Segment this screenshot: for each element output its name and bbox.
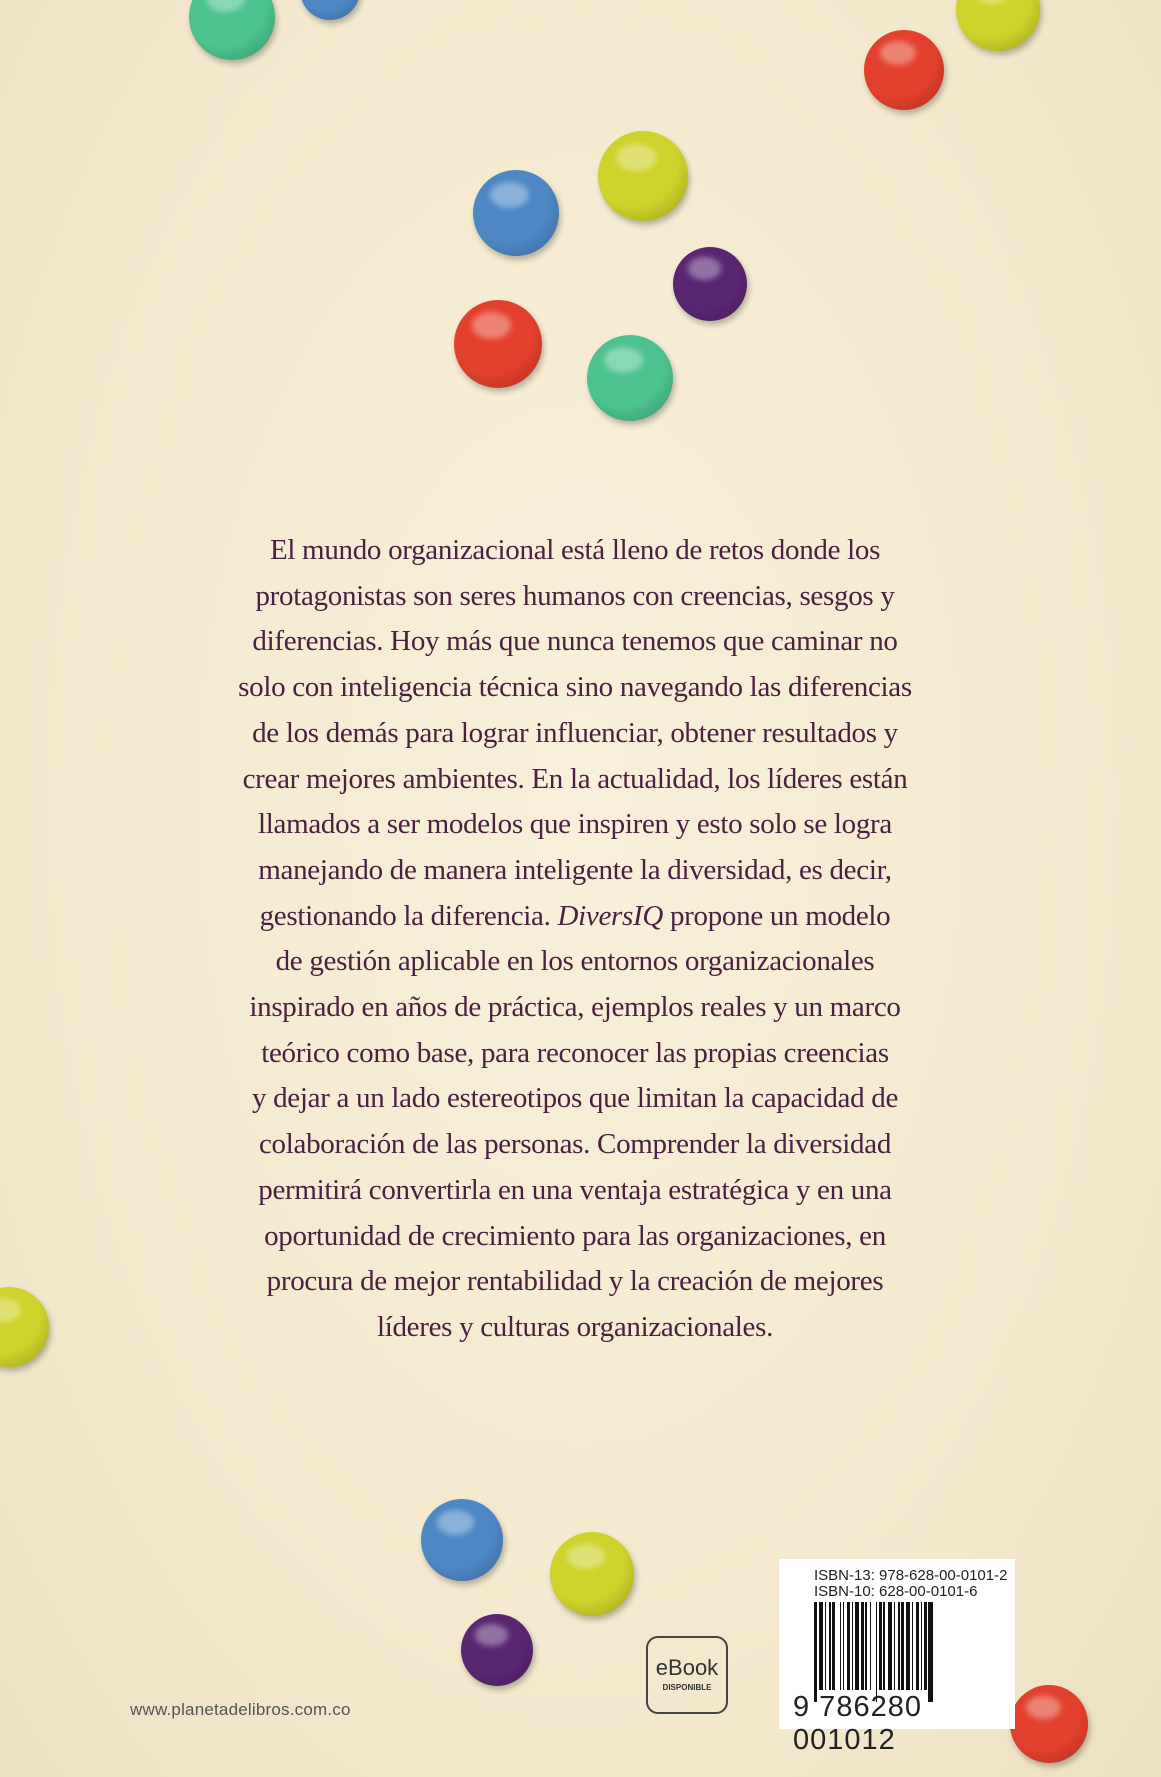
blurb-line: manejando de manera inteligente la diversidad, es decir, (258, 853, 892, 886)
blue-candy (473, 170, 559, 256)
blurb-line: inspirado en años de práctica, ejemplos reales y un marco (249, 991, 901, 1024)
blue-candy (300, 0, 360, 20)
barcode-bar (928, 1602, 933, 1702)
ebook-label: eBook (655, 1655, 719, 1680)
red-candy (454, 300, 542, 388)
blurb-text: propone un modelo (669, 899, 891, 932)
blurb-line: solo con inteligencia técnica sino navegando las diferencias (238, 671, 912, 704)
back-cover-blurb (140, 528, 1010, 1351)
barcode-digits: 9 786280 001012 (793, 1691, 922, 1756)
blurb-line: colaboración de las personas. Comprender la diversidad (258, 1128, 892, 1161)
red-candy (864, 30, 944, 110)
blue-candy (421, 1499, 503, 1581)
blurb-line (140, 894, 1010, 940)
blurb-line: teórico como base, para reconocer las propias creencias (261, 1036, 889, 1069)
blurb-line: llamados a ser modelos que inspiren y esto solo se logra (258, 808, 892, 841)
yellow-candy (550, 1532, 634, 1616)
blurb-line: diferencias. Hoy más que nunca tenemos que caminar no (252, 625, 898, 658)
blurb-line: El mundo organizacional está lleno de retos donde los (269, 534, 881, 566)
ebook-available-label: DISPONIBLE (662, 1683, 712, 1692)
blurb-line: procura de mejor rentabilidad y la creación de mejores (266, 1265, 884, 1298)
yellow-candy (598, 131, 688, 221)
blurb-line: protagonistas son seres humanos con creencias, sesgos y (255, 579, 895, 612)
publisher-url[interactable]: www.planetadelibros.com.co (130, 1700, 351, 1719)
blurb-line: crear mejores ambientes. En la actualidad, los líderes están (242, 762, 908, 795)
isbn-13: ISBN-13: 978-628-00-0101-2 (814, 1567, 1008, 1584)
purple-candy (673, 247, 747, 321)
blurb-line: oportunidad de crecimiento para las organizaciones, en (264, 1219, 886, 1252)
green-candy (587, 335, 673, 421)
blurb-text: gestionando la diferencia. (259, 899, 551, 932)
isbn-10: ISBN-10: 628-00-0101-6 (814, 1583, 978, 1600)
yellow-candy (0, 1287, 49, 1367)
purple-candy (461, 1614, 533, 1686)
barcode (814, 1602, 1004, 1702)
isbn-barcode-box (779, 1559, 1015, 1756)
blurb-line: de los demás para lograr influenciar, obtener resultados y (252, 716, 898, 749)
blurb-line: de gestión aplicable en los entornos organizacionales (275, 945, 875, 978)
yellow-candy (956, 0, 1040, 51)
blurb-line: líderes y culturas organizacionales. (376, 1310, 774, 1343)
blurb-line: permitirá convertirla en una ventaja estratégica y en una (258, 1173, 892, 1206)
red-candy (1010, 1685, 1088, 1763)
blurb-line: y dejar a un lado estereotipos que limitan la capacidad de (251, 1082, 899, 1115)
green-candy (189, 0, 275, 60)
book-title-italic: DiversIQ (557, 899, 664, 932)
ebook-badge (646, 1636, 728, 1714)
